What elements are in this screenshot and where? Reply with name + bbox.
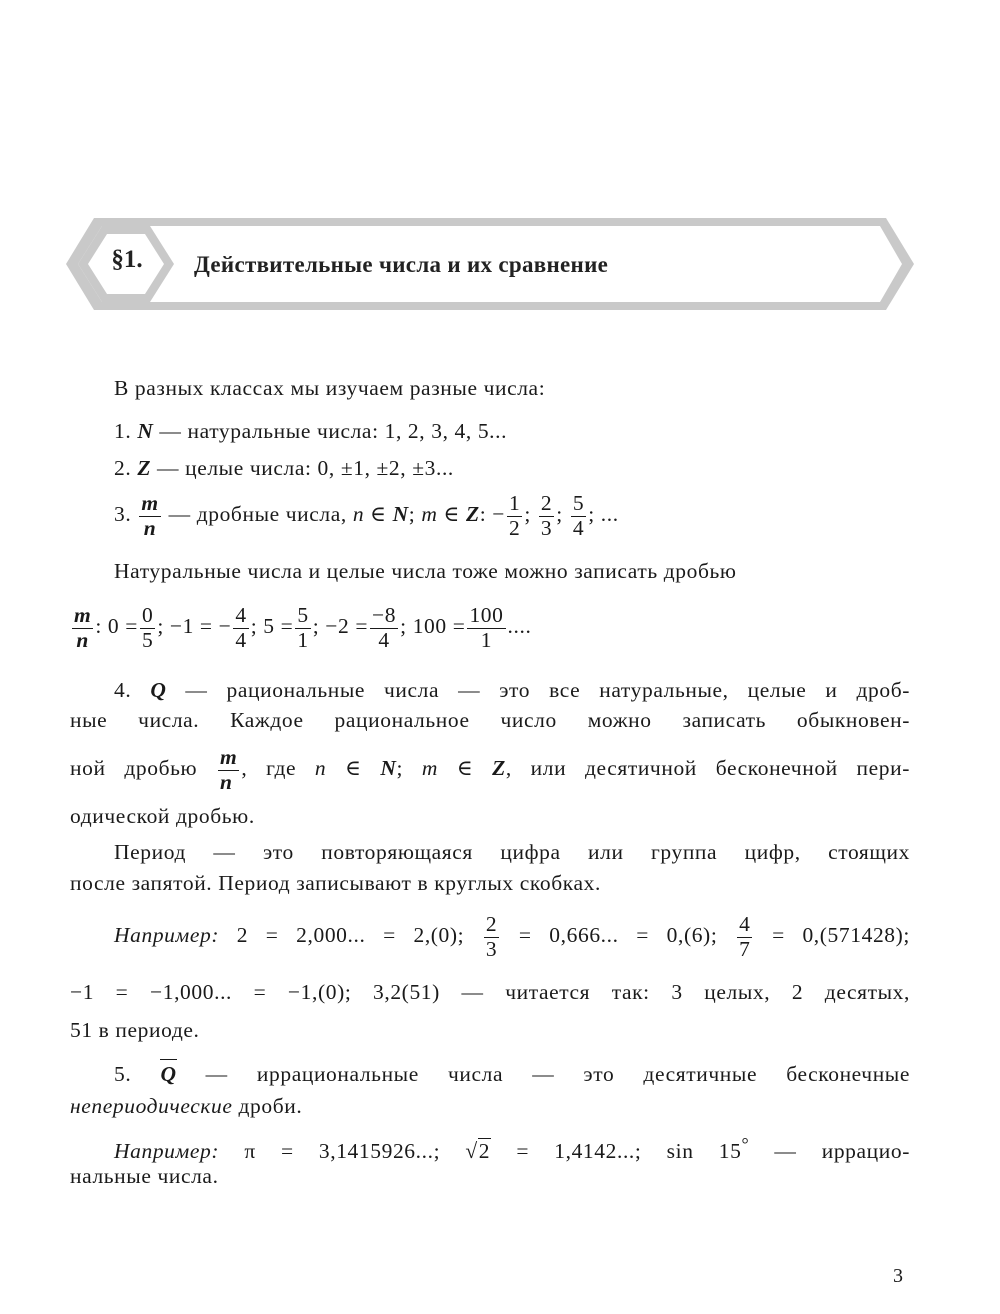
symbol-Q-bar: Q	[160, 1059, 176, 1086]
frac-num: 5	[297, 603, 309, 628]
item-natural-prefix: 1.	[114, 419, 138, 443]
colon: :	[95, 614, 102, 638]
frac-den: 7	[739, 936, 751, 961]
colon: :	[479, 502, 493, 526]
frac-num: 1	[509, 491, 521, 516]
fraction-m-n	[218, 746, 239, 794]
frac-den: 4	[572, 515, 585, 540]
frac-num: m	[74, 603, 92, 628]
item-irrational-text: — иррациональные числа — это десятичные бесконечные	[176, 1062, 910, 1086]
fraction-zero	[140, 604, 155, 652]
minus-sign: −	[492, 502, 505, 526]
item-natural-text: — натуральные числа: 1, 2, 3, 4, 5...	[153, 419, 508, 443]
frac-den: 4	[378, 627, 390, 652]
fraction-two-thirds	[484, 913, 499, 961]
frac-den: 3	[540, 515, 553, 540]
text: дроби.	[232, 1094, 303, 1118]
semicolon: ;	[588, 502, 595, 526]
elem-of: ∈	[438, 756, 493, 780]
frac-num: 4	[235, 603, 247, 628]
section-number: §1.	[111, 246, 143, 273]
fraction-minus-one	[233, 604, 248, 652]
separator: ;	[396, 756, 422, 780]
text: — иррацио-	[749, 1139, 910, 1164]
item-rational-prefix: 4.	[114, 678, 151, 702]
emphasis-text: непериодические	[70, 1094, 233, 1118]
symbol-N: N	[392, 502, 409, 526]
frac-num: −8	[372, 603, 397, 628]
eq-lhs: 0 =	[107, 614, 138, 638]
example-label: Например:	[114, 923, 220, 947]
elem-of: ∈	[326, 756, 381, 780]
example-label: Например:	[114, 1139, 220, 1164]
frac-den: 5	[141, 627, 154, 652]
item-fraction-prefix: 3.	[114, 502, 138, 526]
item-integer	[114, 452, 454, 484]
elem-of: ∈	[437, 502, 466, 526]
sin-expr: sin 15	[666, 1139, 742, 1164]
frac-num: 5	[572, 491, 585, 516]
frac-num: 0	[141, 603, 154, 628]
fraction-example-2	[539, 492, 554, 540]
eq-lhs: 100 =	[412, 614, 466, 638]
frac-num: m	[141, 491, 159, 516]
fraction-example-1	[507, 492, 522, 540]
item-rational-text: — рациональные числа — это все натуральные, целые и дроб-	[166, 678, 910, 702]
var-n: n	[314, 756, 327, 780]
frac-den: n	[76, 627, 89, 652]
frac-den: 1	[297, 627, 309, 652]
example-periodic-line2: −1 = −1,000... = −1,(0); 3,2(51) — читается так: 3 целых, 2 десятых,	[70, 980, 910, 1004]
item-rational-line3	[70, 738, 910, 798]
symbol-Z: Z	[465, 502, 480, 526]
frac-num: 2	[485, 912, 498, 937]
symbol-Z: Z	[137, 456, 152, 480]
symbol-Z: Z	[492, 756, 506, 780]
example-irrational-line2: нальные числа.	[70, 1164, 219, 1188]
item-irrational-prefix: 5.	[114, 1062, 161, 1086]
item-fraction	[114, 484, 619, 544]
degree-sign: °	[741, 1134, 750, 1154]
semicolon: ;	[556, 502, 563, 526]
sqrt-value: = 1,4142...;	[491, 1139, 642, 1164]
semicolon: ;	[250, 614, 258, 638]
section-title: Действительные числа и их сравнение	[194, 252, 609, 277]
separator: ;	[408, 502, 422, 526]
item-rational-line1	[114, 674, 910, 706]
symbol-N: N	[380, 756, 397, 780]
fraction-minus-two	[370, 604, 398, 652]
frac-num: m	[220, 745, 238, 770]
item-integer-text: — целые числа: 0, ±1, ±2, ±3...	[151, 456, 454, 480]
sqrt-sign: √	[465, 1139, 478, 1164]
period-line1: Период — это повторяющаяся цифра или группа цифр, стоящих	[114, 840, 910, 864]
intro-text: В разных классах мы изучаем разные числа:	[114, 376, 546, 400]
page-number: 3	[893, 1265, 903, 1287]
pi-value: π = 3,1415926...;	[244, 1139, 441, 1164]
fraction-five	[295, 604, 310, 652]
text: , или десятичной бесконечной пери-	[505, 756, 911, 780]
sqrt-radicand: 2	[478, 1139, 491, 1164]
text: , где	[241, 756, 315, 780]
semicolon: ;	[312, 614, 320, 638]
eq-lhs: −1 = −	[169, 614, 232, 638]
frac-den: 2	[509, 515, 521, 540]
frac-den: 3	[485, 936, 498, 961]
item-rational-line4: одической дробью.	[70, 804, 255, 828]
symbol-N: N	[137, 419, 154, 443]
item-irrational-line1	[114, 1058, 910, 1090]
period-line2: после запятой. Период записывают в круглых скобках.	[70, 871, 601, 895]
eq-lhs: 5 =	[263, 614, 294, 638]
semicolon: ;	[157, 614, 164, 638]
var-m: m	[421, 756, 439, 780]
item-rational-line2: ные числа. Каждое рациональное число можно записать обыкновен-	[70, 708, 910, 732]
ellipsis: ...	[600, 502, 619, 526]
para-natural-fraction: Натуральные числа и целые числа тоже можно записать дробью	[114, 559, 737, 583]
frac-num: 100	[469, 603, 504, 628]
ellipsis: ....	[507, 614, 532, 638]
frac-num: 4	[739, 912, 751, 937]
fraction-m-n	[72, 604, 93, 652]
var-m: m	[421, 502, 438, 526]
eq-lhs: −2 =	[325, 614, 369, 638]
fraction-example-3	[571, 492, 586, 540]
example-periodic-line1	[114, 905, 910, 965]
fraction-four-sevenths	[737, 913, 752, 961]
frac-den: 1	[480, 627, 493, 652]
fraction-m-n	[139, 492, 160, 540]
var-n: n	[352, 502, 365, 526]
example-part: = 0,666... = 0,(6);	[501, 923, 718, 947]
frac-num: 2	[540, 491, 553, 516]
example-part: 2 = 2,000... = 2,(0);	[236, 923, 465, 947]
symbol-Q: Q	[150, 678, 167, 702]
item-fraction-text: — дробные числа,	[162, 502, 353, 526]
fraction-hundred	[467, 604, 505, 652]
example-irrational-line1	[114, 1128, 910, 1167]
semicolon: ;	[524, 502, 531, 526]
semicolon: ;	[400, 614, 407, 638]
elem-of: ∈	[364, 502, 393, 526]
frac-den: n	[220, 769, 233, 794]
example-part: = 0,(571428);	[754, 923, 910, 947]
text: ной дробью	[70, 756, 216, 780]
frac-den: 4	[235, 627, 247, 652]
item-integer-prefix: 2.	[114, 456, 138, 480]
example-periodic-line3: 51 в периоде.	[70, 1018, 200, 1042]
section-banner	[66, 218, 914, 310]
fraction-examples	[70, 596, 531, 656]
frac-den: n	[143, 515, 157, 540]
item-natural	[114, 415, 507, 447]
item-irrational-line2	[70, 1090, 302, 1122]
